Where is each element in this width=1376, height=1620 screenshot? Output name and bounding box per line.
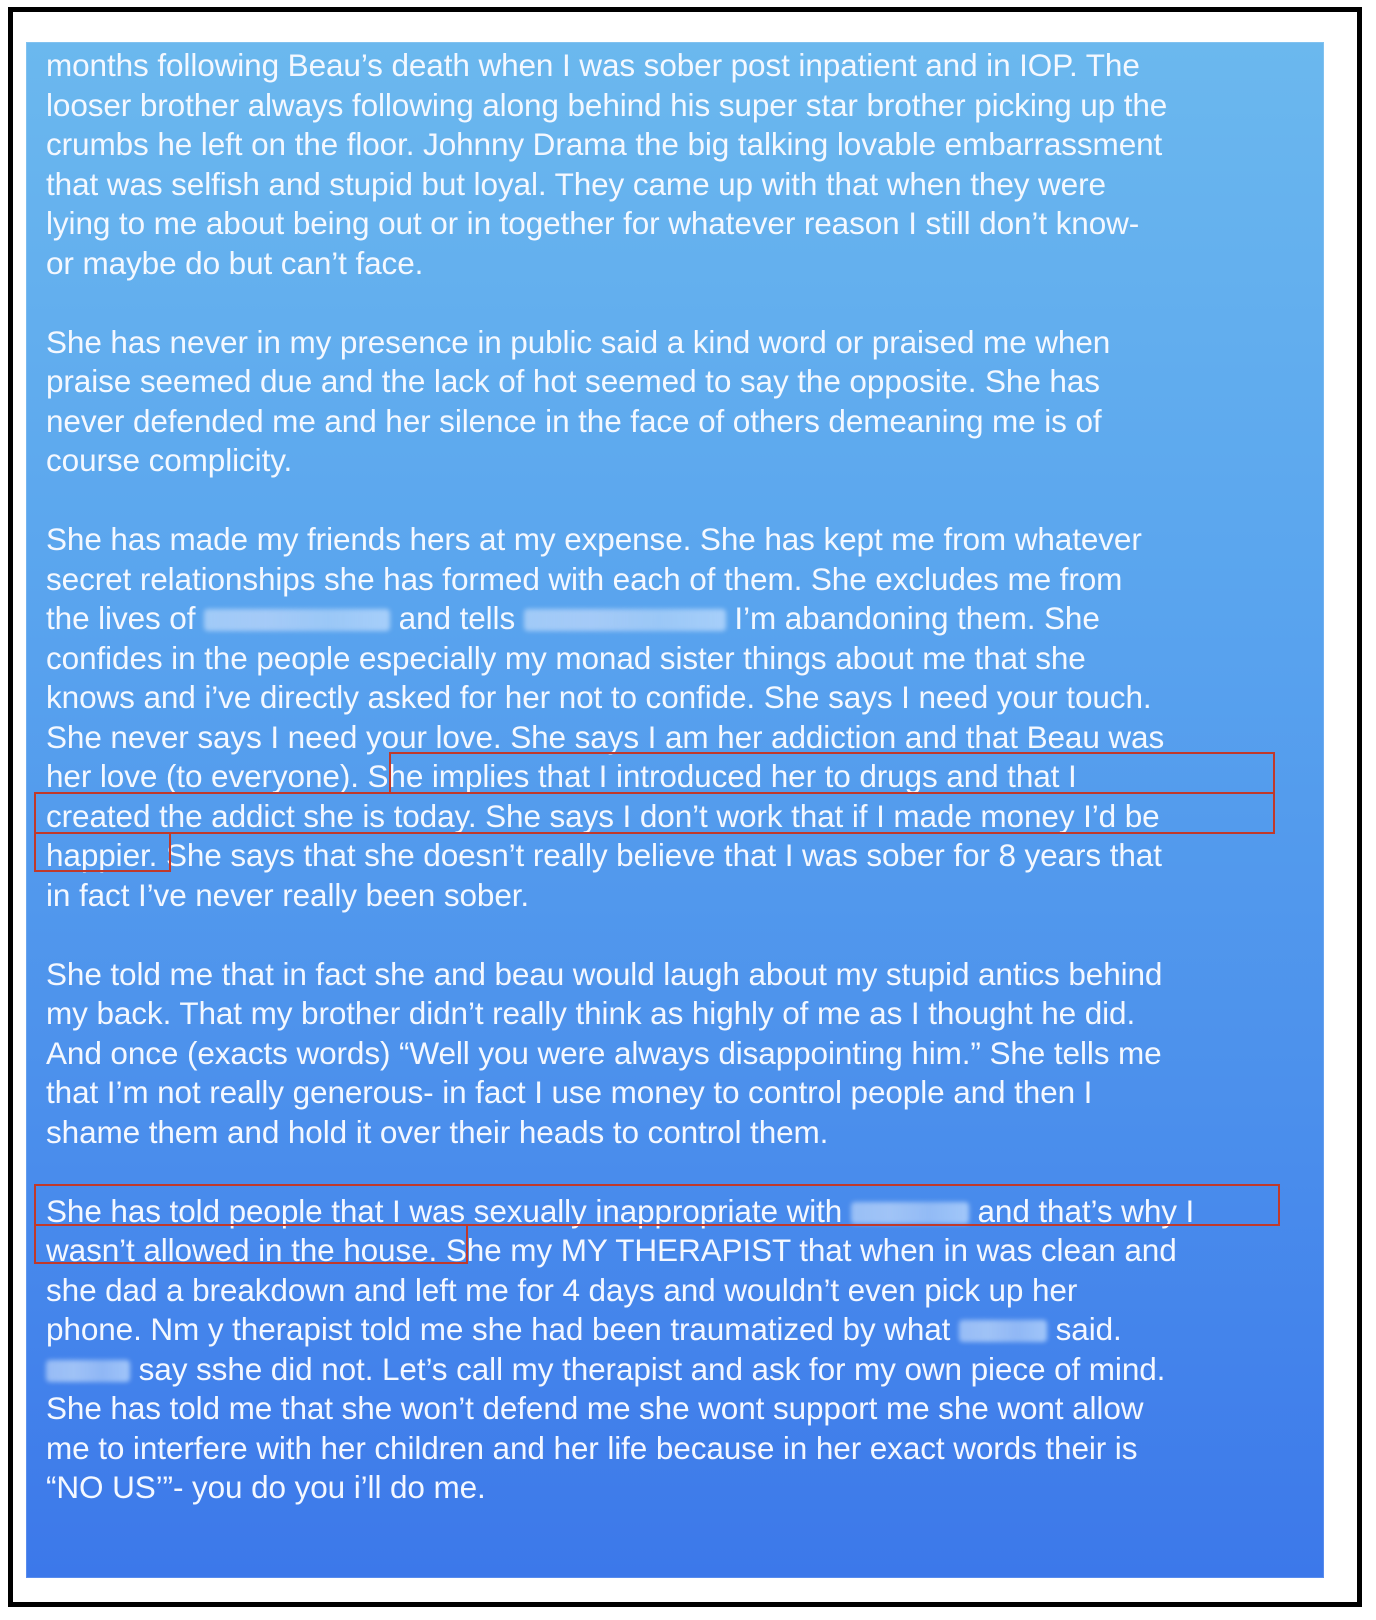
text-line: She told me that in fact she and beau would laugh about my stupid antics behind — [46, 955, 1163, 992]
text-line: course complicity. — [46, 442, 293, 478]
text-line: months following Beau’s death when I was sober post inpatient and in IOP. The — [46, 47, 1140, 83]
text-line: “NO US’”- you do you i’ll do me. — [46, 1469, 486, 1505]
paragraph-gap — [46, 915, 1308, 955]
text-line: created the addict she is today. She says I don’t work that if I made money I’d be — [46, 797, 1160, 834]
text-line: She has made my friends hers at my expense. She has kept me from whatever — [46, 521, 1142, 557]
text-line: happier. She says that she doesn’t really believe that I was sober for 8 years that — [46, 837, 1162, 873]
text-line: secret relationships she has formed with each of them. She excludes me from — [46, 560, 1123, 597]
text-line: that was selfish and stupid but loyal. They came up with that when they were — [46, 165, 1106, 202]
highlight-box-allegation-bottom — [34, 1224, 468, 1264]
highlight-box-drugs-bottom — [34, 832, 171, 872]
paragraph-gap — [46, 481, 1308, 521]
text-line: crumbs he left on the floor. Johnny Drama the big talking lovable embarrassment — [46, 126, 1163, 162]
text-line: wasn’t allowed in the house. She my MY THERAPIST that when in was clean and — [46, 1232, 1177, 1268]
text-line: confides in the people especially my monad sister things about me that she — [46, 639, 1086, 676]
text-line: And once (exacts words) “Well you were always disappointing him.” She tells me — [46, 1034, 1162, 1071]
text-segment: the lives of — [46, 600, 205, 636]
text-line-with-redaction — [46, 1350, 1308, 1390]
note-card — [26, 42, 1324, 1578]
paragraph-gap — [46, 283, 1308, 323]
text-line: never defended me and her silence in the face of others demeaning me is of — [46, 402, 1102, 439]
text-segment: phone. Nm y therapist told me she had been traumatized by what — [46, 1311, 959, 1347]
text-line-with-redaction — [46, 1310, 1308, 1350]
highlight-box-drugs-middle — [34, 792, 1275, 834]
text-segment: and that’s why I — [968, 1192, 1195, 1229]
redacted-name — [959, 1320, 1047, 1342]
text-line: me to interfere with her children and her life because in her exact words their is — [46, 1429, 1138, 1466]
text-line: in fact I’ve never really been sober. — [46, 876, 530, 913]
text-line: or maybe do but can’t face. — [46, 244, 424, 281]
text-segment: I’m abandoning them. She — [725, 600, 1100, 636]
highlight-box-drugs-top — [389, 752, 1275, 794]
text-line-with-redactions — [46, 599, 1308, 639]
text-segment: said. — [1046, 1311, 1122, 1347]
text-line: lying to me about being out or in together for whatever reason I still don’t know- — [46, 205, 1140, 241]
redacted-name — [46, 1360, 130, 1382]
text-line: knows and i’ve directly asked for her not to confide. She says I need your touch. — [46, 679, 1152, 715]
text-line: looser brother always following along behind his super star brother picking up the — [46, 86, 1168, 123]
redacted-names — [204, 609, 390, 631]
text-line: shame them and hold it over their heads to control them. — [46, 1113, 829, 1150]
text-segment: say sshe did not. Let’s call my therapist and ask for my own piece of mind. — [130, 1350, 1166, 1387]
text-line: She never says I need your love. She says I am her addiction and that Beau was — [46, 718, 1165, 755]
text-segment: and tells — [390, 600, 524, 636]
redacted-names — [524, 609, 726, 631]
text-line: she dad a breakdown and left me for 4 days and wouldn’t even pick up her — [46, 1271, 1078, 1308]
text-line: that I’m not really generous- in fact I use money to control people and then I — [46, 1074, 1093, 1110]
text-line: my back. That my brother didn’t really think as highly of me as I thought he did. — [46, 995, 1136, 1031]
text-line: praise seemed due and the lack of hot seemed to say the opposite. She has — [46, 363, 1100, 399]
text-segment: She has told people that I was sexually inappropriate with — [46, 1192, 851, 1229]
text-line: She has never in my presence in public said a kind word or praised me when — [46, 323, 1111, 360]
text-line: her love (to everyone). She implies that I introduced her to drugs and that I — [46, 758, 1077, 794]
highlight-box-allegation-top — [34, 1184, 1280, 1226]
text-line: She has told me that she won’t defend me she wont support me she wont allow — [46, 1390, 1144, 1426]
